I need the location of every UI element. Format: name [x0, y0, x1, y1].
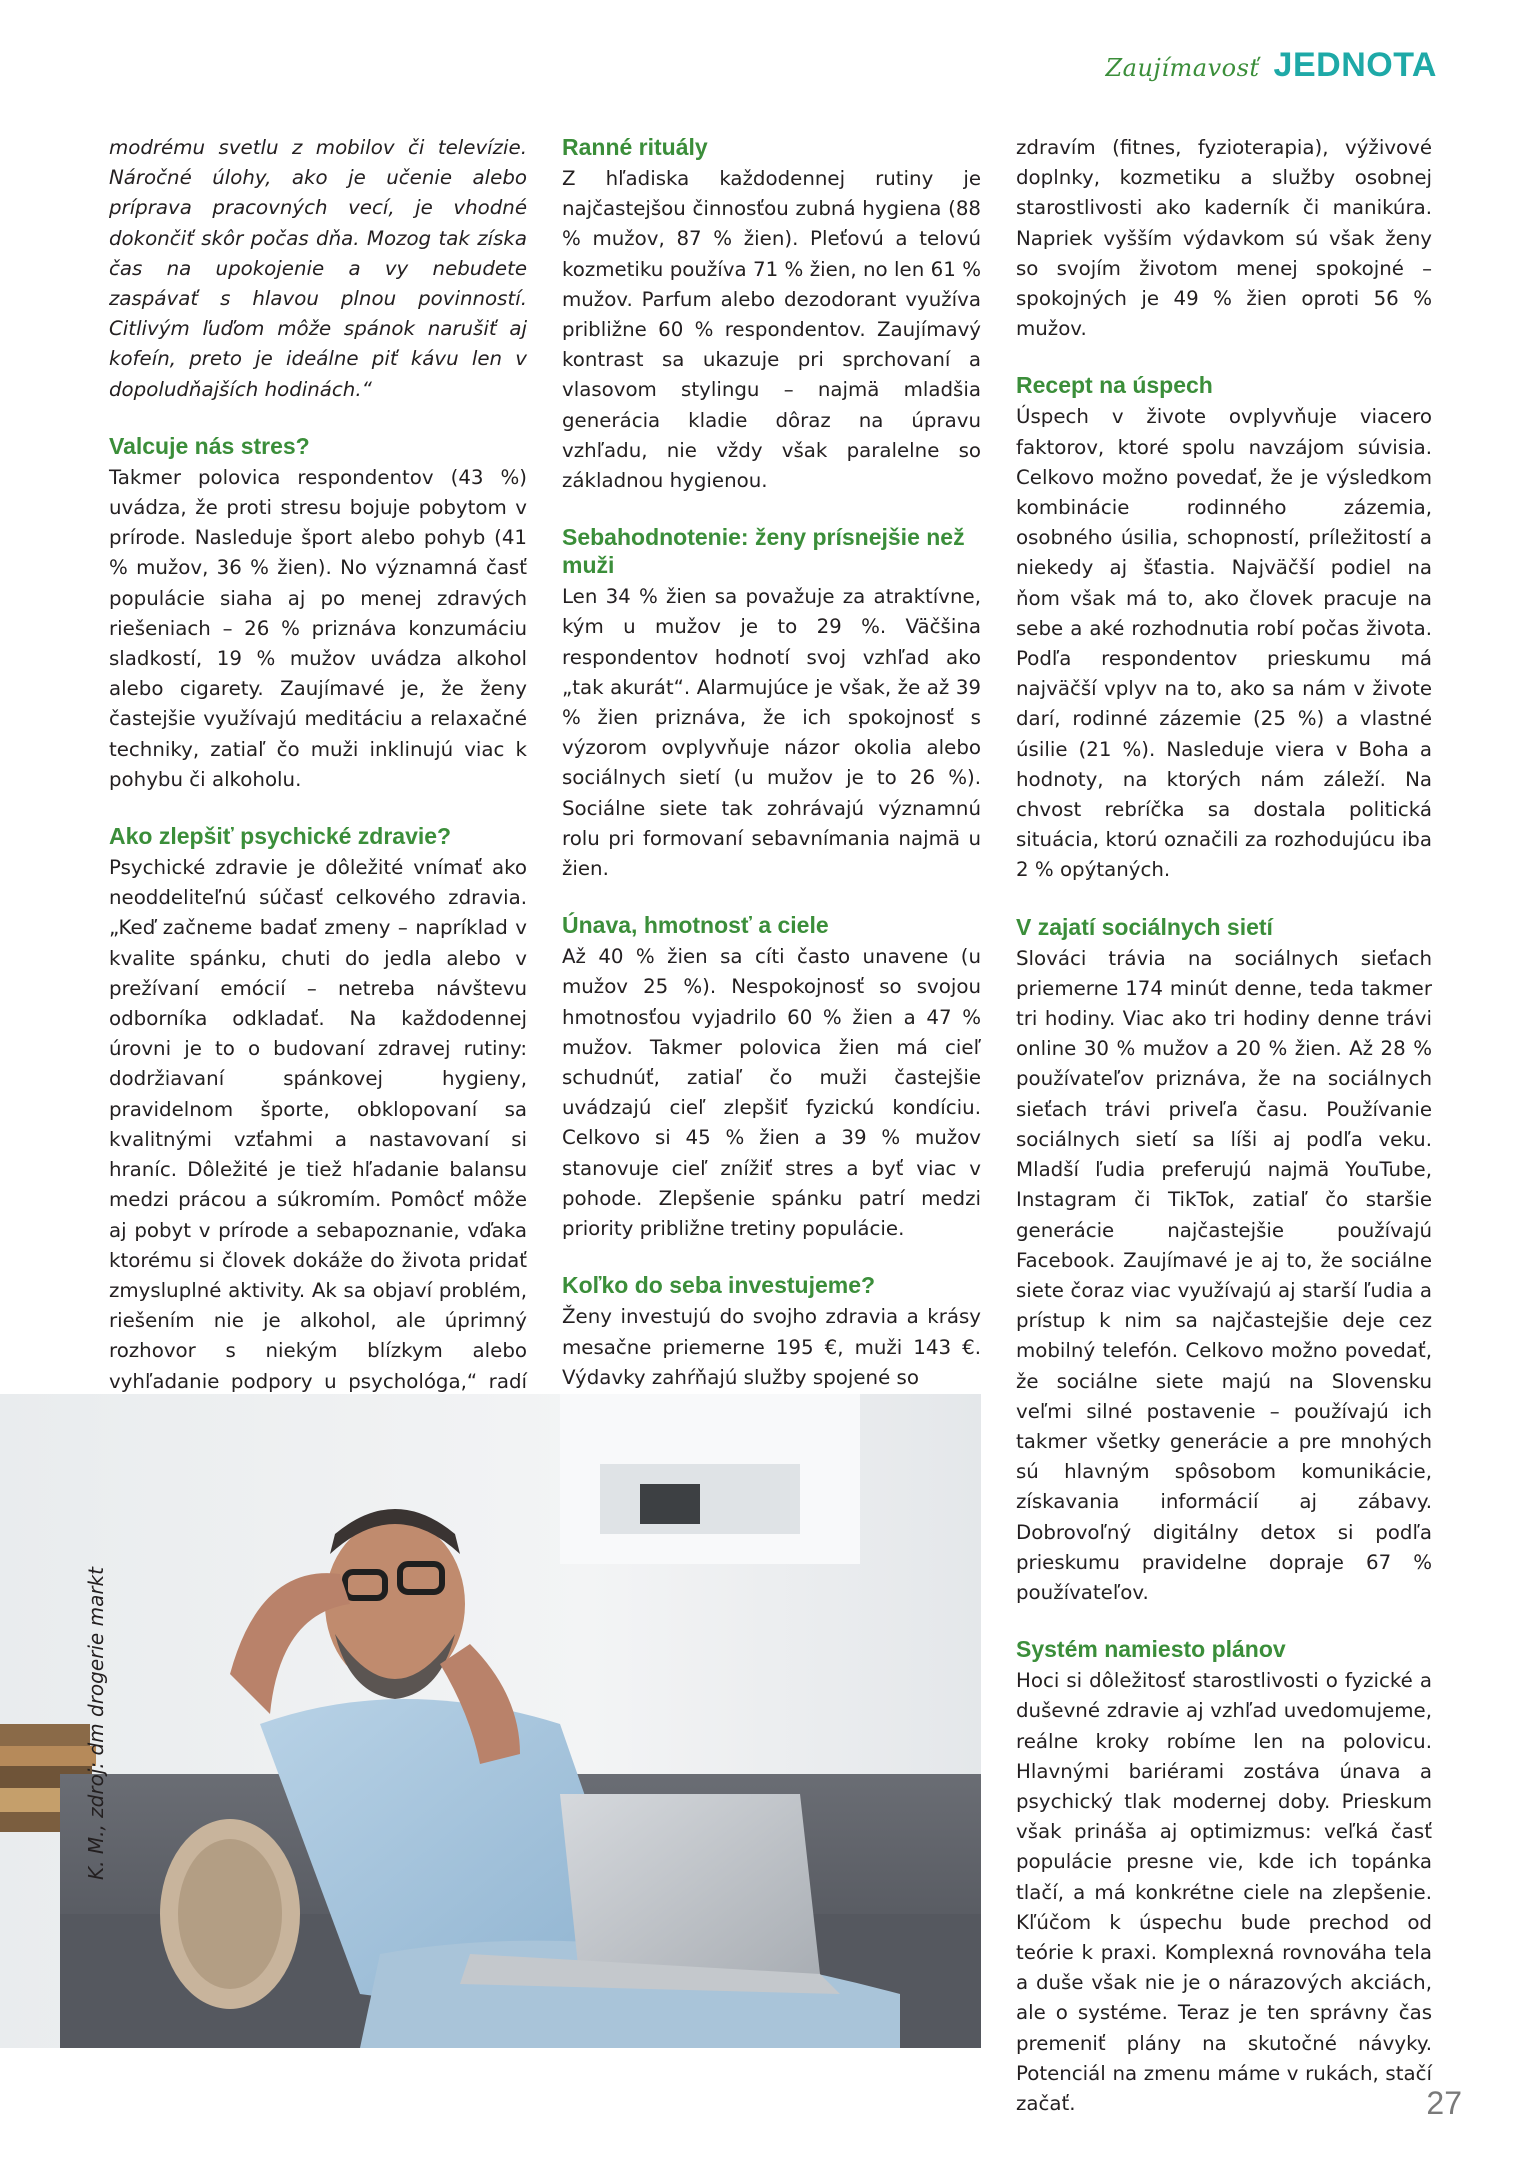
paragraph-stres: Takmer polovica respondentov (43 %) uvádza, že proti stresu bojuje pobytom v prírode. Nasleduje šport alebo pohyb (41 % mužov, 36 % žien). No významná časť populácie siaha aj po menej zdravých riešeniach – 26 % priznáva konzumáciu sladkostí, 19 % mužov uvádza alkohol alebo cigarety. Zaujímavé je, že ženy častejšie využívajú meditáciu a relaxačné techniky, zatiaľ čo muži inklinujú viac k pohybu či alkoholu. — [109, 465, 527, 791]
heading-ranne-ritualy: Ranné rituály — [562, 134, 708, 160]
paragraph-recept: Úspech v živote ovplyvňuje viacero faktorov, ktoré spolu navzájom súvisia. Celkovo možno povedať, že je výsledkom kombinácie rodinného zázemia, osobného úsilia, schopností, príležitostí a niekedy aj šťastia. Najväčší podiel na ňom však má to, ako človek pracuje na sebe a aké rozhodnutia robí počas života. Podľa respondentov prieskumu má najväčší vplyv na to, ako sa nám v živote darí, rodinné zázemie (25 %) a vlastné úsilie (21 %). Nasleduje viera v Boha a hodnoty, na ktorých nám záleží. Na chvost rebríčka sa dostala politická situácia, ktorú označili za rozhodujúcu iba 2 % opýtaných. — [1016, 405, 1432, 882]
paragraph-system: Hoci si dôležitosť starostlivosti o fyzické a duševné zdravie aj vzhľad uvedomujeme, reálne kroky robíme len na polovicu. Hlavnými bariérami zostáva únava a psychický tlak modernej doby. Prieskum však prináša aj optimizmus: veľká časť populácie presne vie, kde ich topánka tlačí, a má konkrétne ciele na zlepšenie. Kľúčom k úspechu bude prechod od teórie k praxi. Komplexná rovnováha tela a duše však nie je o nárazových akciách, ale o systéme. Teraz je ten správny čas premeniť plány na skutočné návyky. Potenciál na zmenu máme v rukách, stačí začať. — [1016, 1669, 1432, 2115]
intro-paragraph: modrému svetlu z mobilov či televízie. Náročné úlohy, ako je učenie alebo príprava pracovných vecí, je vhodné dokončiť skôr počas dňa. Mozog tak získa čas na upokojenie a vy nebudete zaspávať s hlavou plnou povinností. Citlivým ľuďom môže spánok narušiť aj kofeín, preto je ideálne piť kávu len v dopoludňajších hodinách.“ — [109, 136, 527, 401]
magazine-brand: JEDNOTA — [1273, 46, 1437, 84]
section-label: Zaujímavosť — [1105, 54, 1260, 82]
article-photo — [0, 1394, 981, 2048]
heading-unava: Únava, hmotnosť a ciele — [562, 912, 829, 939]
paragraph-psychicke-zdravie: Psychické zdravie je dôležité vnímať ako neoddeliteľnú súčasť celkového zdravia. „Keď začneme badať zmeny – napríklad v kvalite spánku, chuti do jedla alebo v prežívaní emócií – netreba návštevu odborníka odkladať. Na každodennej úrovni je to o budovaní zdravej rutiny: dodržiavaní spánkovej hygieny, pravidelnom športe, obklopovaní sa kvalitnými vzťahmi a nastavovaní si hraníc. Dôležité je tiež hľadanie balansu medzi prácou a súkromím. Pomôcť môže aj pobyt v prírode a sebapoznanie, vďaka ktorému si človek dokáže do života pridať zmysluplné aktivity. Ak sa objaví problém, riešením nie je alkohol, ale úprimný rozhovor s niekým blízkym alebo vyhľadanie podpory u psychológa,“ radí — [109, 856, 527, 1393]
heading-psychicke-zdravie: Ako zlepšiť psychické zdravie? — [109, 823, 452, 850]
heading-system: Systém namiesto plánov — [1016, 1636, 1286, 1663]
paragraph-ranne-ritualy: Z hľadiska každodennej rutiny je najčastejšou činnosťou zubná hygiena (88 % mužov, 87 % žien). Pleťovú a telovú kozmetiku používa 71 % žien, no len 61 % mužov. Parfum alebo dezodorant využíva približne 60 % respondentov. Zaujímavý kontrast sa ukazuje pri sprchovaní a vlasovom stylingu – najmä mladšia generácia kladie dôraz na úpravu vzhľadu, nie vždy však paralelne so základnou hygienou. — [562, 167, 981, 493]
paragraph-investujeme: Ženy investujú do svojho zdravia a krásy mesačne priemerne 195 €, muži 143 €. Výdavky zahŕňajú služby spojené so — [562, 1305, 981, 1389]
photo-credit: K. M., zdroj: dm drogerie markt — [84, 1567, 108, 1880]
paragraph-sebahodnotenie: Len 34 % žien sa považuje za atraktívne, kým u mužov je to 29 %. Väčšina respondentov hodnotí svoj vzhľad ako „tak akurát“. Alarmujúce je však, že až 39 % žien priznáva, že ich spokojnosť s výzorom ovplyvňuje názor okolia alebo sociálnych sietí (u mužov je to 26 %). Sociálne siete tak zohrávajú významnú rolu pri formovaní sebavnímania najmä u žien. — [562, 585, 981, 881]
heading-investujeme: Koľko do seba investujeme? — [562, 1272, 876, 1299]
heading-socialne-siete: V zajatí sociálnych sietí — [1016, 913, 1273, 940]
article-column-2 — [562, 133, 981, 1393]
page-number: 27 — [1426, 2085, 1462, 2121]
tired-man-laptop-illustration — [0, 1394, 981, 2048]
heading-sebahodnotenie: Sebahodnotenie: ženy prísnejšie než muži — [562, 524, 965, 579]
paragraph-continuation: zdravím (fitnes, fyzioterapia), výživové doplnky, kozmetiku a služby osobnej starostlivosti ako kaderník či manikúra. Napriek vyšším výdavkom sú však ženy so svojím životom menej spokojné – spokojných je 49 % žien oproti 56 % mužov. — [1016, 136, 1432, 341]
heading-stres: Valcuje nás stres? — [109, 432, 310, 459]
article-column-3 — [1016, 133, 1432, 2119]
paragraph-unava: Až 40 % žien sa cíti často unavene (u mužov 25 %). Nespokojnosť so svojou hmotnosťou vyjadrilo 60 % žien a 47 % mužov. Takmer polovica žien má cieľ schudnúť, zatiaľ čo muži častejšie uvádzajú cieľ zlepšiť fyzickú kondíciu. Celkovo si 45 % žien a 39 % mužov stanovuje cieľ znížiť stres a byť viac v pohode. Zlepšenie spánku patrí medzi priority približne tretiny populácie. — [562, 945, 981, 1241]
article-column-1 — [109, 133, 527, 1427]
paragraph-socialne-siete: Slováci trávia na sociálnych sieťach priemerne 174 minút denne, teda takmer tri hodiny. Viac ako tri hodiny denne trávi online 30 % mužov a 20 % žien. Až 28 % používateľov priznáva, že na sociálnych sieťach trávi priveľa času. Používanie sociálnych sietí sa líši aj podľa veku. Mladší ľudia preferujú najmä YouTube, Instagram či TikTok, zatiaľ čo staršie generácie najčastejšie používajú Facebook. Zaujímavé je aj to, že sociálne siete čoraz viac využívajú aj starší ľudia a prístup k nim sa najčastejšie deje cez mobilný telefón. Celkovo možno povedať, že sociálne siete majú na Slovensku veľmi silné postavenie – používajú ich takmer všetky generácie a pre mnohých sú hlavným spôsobom komunikácie, získavania informácií aj zábavy. Dobrovoľný digitálny detox si podľa prieskumu pravidelne dopraje 67 % používateľov. — [1016, 946, 1432, 1604]
heading-recept: Recept na úspech — [1016, 372, 1213, 399]
page-header — [1105, 46, 1437, 85]
